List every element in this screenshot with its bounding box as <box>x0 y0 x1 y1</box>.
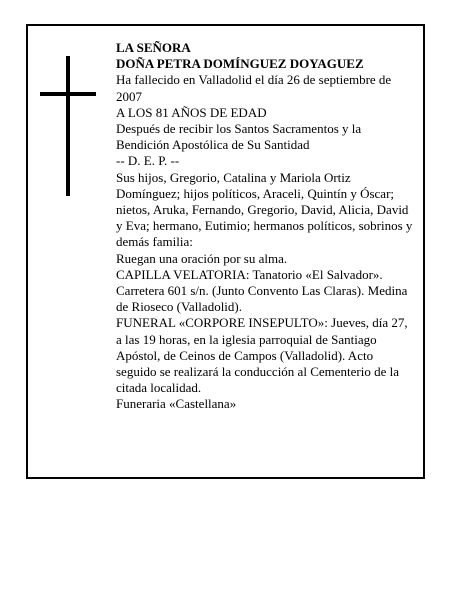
death-statement: Ha fallecido en Valladolid el día 26 de septiembre de 2007 <box>116 72 392 104</box>
deceased-name: DOÑA PETRA DOMÍNGUEZ DOYAGUEZ <box>116 56 364 72</box>
cross-vertical-bar <box>66 56 70 196</box>
age-statement: A LOS 81 AÑOS DE EDAD <box>116 104 267 120</box>
notice-text <box>116 40 414 413</box>
sacraments-statement: Después de recibir los Santos Sacramentos y la Bendición Apostólica de Su Santidad <box>116 121 362 153</box>
chapel-details: CAPILLA VELATORIA: Tanatorio «El Salvador». Carretera 601 s/n. (Junto Convento Las Claras). Medina de Rioseco (Valladolid). <box>116 266 408 315</box>
funeral-home: Funeraria «Castellana» <box>116 396 237 412</box>
notice-title: LA SEÑORA <box>116 40 191 55</box>
funeral-details: FUNERAL «CORPORE INSEPULTO»: Jueves, día 27, a las 19 horas, en la iglesia parroquial de Santiago Apóstol, de Ceinos de Campos (Valladolid). Acto seguido se realizará la conducción al Cementerio de la citada localidad. <box>116 315 408 396</box>
cross-horizontal-bar <box>40 92 96 96</box>
family-list: Sus hijos, Gregorio, Catalina y Mariola Ortiz Domínguez; hijos políticos, Araceli, Quintín y Óscar; nietos, Aruka, Fernando, Gregorio, David, Alicia, David y Eva; hermano, Eutimio; hermanos políticos, sobrinos y demás familia: <box>116 169 413 250</box>
cross-icon <box>40 56 96 196</box>
prayer-request: Ruegan una oración por su alma. <box>116 250 288 266</box>
obituary-notice <box>26 24 425 479</box>
rip-line: -- D. E. P. -- <box>116 153 180 169</box>
